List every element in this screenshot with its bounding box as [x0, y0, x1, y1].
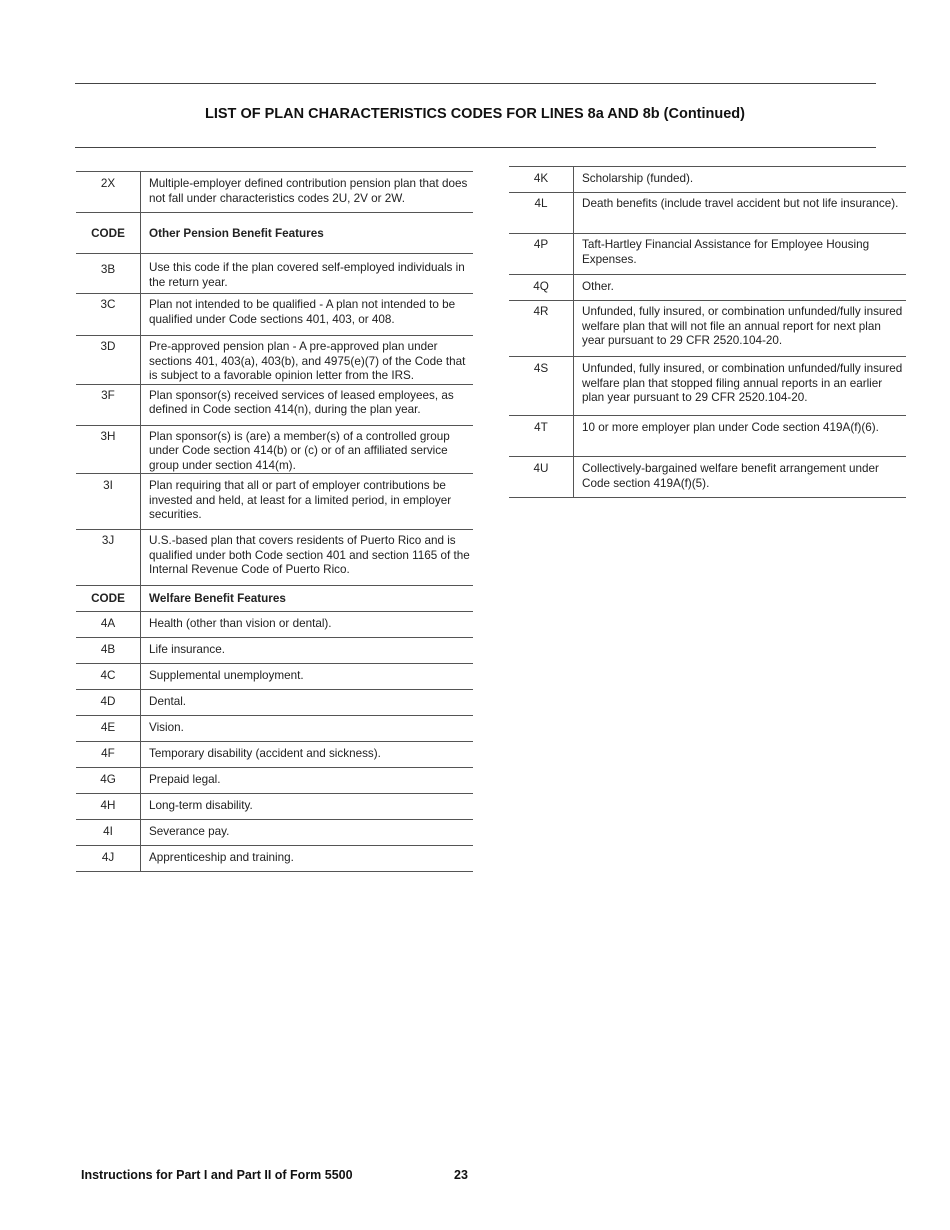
footer-form-name: Instructions for Part I and Part II of Form 5500	[81, 1168, 353, 1182]
description-cell: Death benefits (include travel accident but not life insurance).	[574, 193, 907, 234]
description-cell: Apprenticeship and training.	[141, 846, 474, 872]
description-cell: Taft-Hartley Financial Assistance for Employee Housing Expenses.	[574, 234, 907, 275]
description-cell: Dental.	[141, 690, 474, 716]
description-cell: Severance pay.	[141, 820, 474, 846]
table-row	[76, 530, 473, 586]
code-cell: 3I	[76, 474, 141, 530]
table-row	[76, 254, 473, 294]
table-row	[76, 425, 473, 474]
code-cell: 4J	[76, 846, 141, 872]
table-row	[76, 664, 473, 690]
code-cell: 4L	[509, 193, 574, 234]
table-row	[509, 416, 906, 457]
code-column-header: CODE	[76, 586, 141, 612]
code-cell: 3D	[76, 336, 141, 385]
description-cell: Unfunded, fully insured, or combination unfunded/fully insured welfare plan that will not file an annual report for next plan year pursuant to 29 CFR 2520.104-20.	[574, 301, 907, 357]
description-cell: Pre-approved pension plan - A pre-approved plan under sections 401, 403(a), 403(b), and 4975(e)(7) of the Code that is subject to a favorable opinion letter from the IRS.	[141, 336, 474, 385]
table-row	[509, 167, 906, 193]
table-row	[76, 846, 473, 872]
title-rule	[75, 147, 876, 148]
description-cell: Supplemental unemployment.	[141, 664, 474, 690]
description-cell: Prepaid legal.	[141, 768, 474, 794]
description-cell: Temporary disability (accident and sickness).	[141, 742, 474, 768]
description-cell: Plan sponsor(s) is (are) a member(s) of a controlled group under Code section 414(b) or (c) or of an affiliated service group under section 414(m).	[141, 425, 474, 474]
description-cell: 10 or more employer plan under Code section 419A(f)(6).	[574, 416, 907, 457]
code-cell: 3J	[76, 530, 141, 586]
code-cell: 3F	[76, 384, 141, 425]
code-cell: 4U	[509, 457, 574, 498]
left-codes-table	[76, 171, 473, 872]
table-row	[76, 820, 473, 846]
description-cell: Multiple-employer defined contribution pension plan that does not fall under characteristics codes 2U, 2V or 2W.	[141, 172, 474, 213]
section-heading: Other Pension Benefit Features	[141, 213, 474, 254]
description-cell: Unfunded, fully insured, or combination unfunded/fully insured welfare plan that stopped filing annual reports in an earlier plan year pursuant to 29 CFR 2520.104-20.	[574, 357, 907, 416]
code-cell: 4I	[76, 820, 141, 846]
description-cell: Long-term disability.	[141, 794, 474, 820]
footer-page-number: 23	[454, 1168, 468, 1182]
section-header-row	[76, 213, 473, 254]
table-row	[76, 612, 473, 638]
table-row	[76, 742, 473, 768]
table-row	[509, 357, 906, 416]
code-cell: 3C	[76, 294, 141, 336]
section-heading: Welfare Benefit Features	[141, 586, 474, 612]
description-cell: Life insurance.	[141, 638, 474, 664]
code-cell: 4S	[509, 357, 574, 416]
code-cell: 4Q	[509, 275, 574, 301]
code-column-header: CODE	[76, 213, 141, 254]
table-row	[76, 294, 473, 336]
page-title: LIST OF PLAN CHARACTERISTICS CODES FOR LINES 8a AND 8b (Continued)	[205, 106, 745, 122]
code-cell: 4E	[76, 716, 141, 742]
code-cell: 2X	[76, 172, 141, 213]
table-row	[76, 638, 473, 664]
code-cell: 4G	[76, 768, 141, 794]
description-cell: Vision.	[141, 716, 474, 742]
table-row	[509, 457, 906, 498]
table-row	[76, 384, 473, 425]
code-cell: 4R	[509, 301, 574, 357]
code-cell: 4H	[76, 794, 141, 820]
table-row	[76, 172, 473, 213]
table-row	[76, 794, 473, 820]
right-codes-table	[509, 166, 906, 498]
code-cell: 4K	[509, 167, 574, 193]
code-cell: 4B	[76, 638, 141, 664]
code-cell: 3H	[76, 425, 141, 474]
table-row	[76, 690, 473, 716]
table-row	[509, 234, 906, 275]
table-row	[509, 301, 906, 357]
code-cell: 3B	[76, 254, 141, 294]
top-rule	[75, 83, 876, 84]
section-header-row	[76, 586, 473, 612]
description-cell: Plan requiring that all or part of employer contributions be invested and held, at least for a limited period, in employer securities.	[141, 474, 474, 530]
table-row	[509, 275, 906, 301]
description-cell: Use this code if the plan covered self-employed individuals in the return year.	[141, 254, 474, 294]
description-cell: Plan not intended to be qualified - A plan not intended to be qualified under Code sections 401, 403, or 408.	[141, 294, 474, 336]
table-row	[76, 716, 473, 742]
code-cell: 4T	[509, 416, 574, 457]
table-row	[76, 336, 473, 385]
code-cell: 4F	[76, 742, 141, 768]
description-cell: Other.	[574, 275, 907, 301]
code-cell: 4P	[509, 234, 574, 275]
table-row	[76, 474, 473, 530]
description-cell: Scholarship (funded).	[574, 167, 907, 193]
code-cell: 4D	[76, 690, 141, 716]
description-cell: Collectively-bargained welfare benefit arrangement under Code section 419A(f)(5).	[574, 457, 907, 498]
description-cell: Plan sponsor(s) received services of leased employees, as defined in Code section 414(n), during the plan year.	[141, 384, 474, 425]
description-cell: U.S.-based plan that covers residents of Puerto Rico and is qualified under both Code section 401 and section 1165 of the Internal Revenue Code of Puerto Rico.	[141, 530, 474, 586]
code-cell: 4A	[76, 612, 141, 638]
table-row	[509, 193, 906, 234]
description-cell: Health (other than vision or dental).	[141, 612, 474, 638]
table-row	[76, 768, 473, 794]
code-cell: 4C	[76, 664, 141, 690]
